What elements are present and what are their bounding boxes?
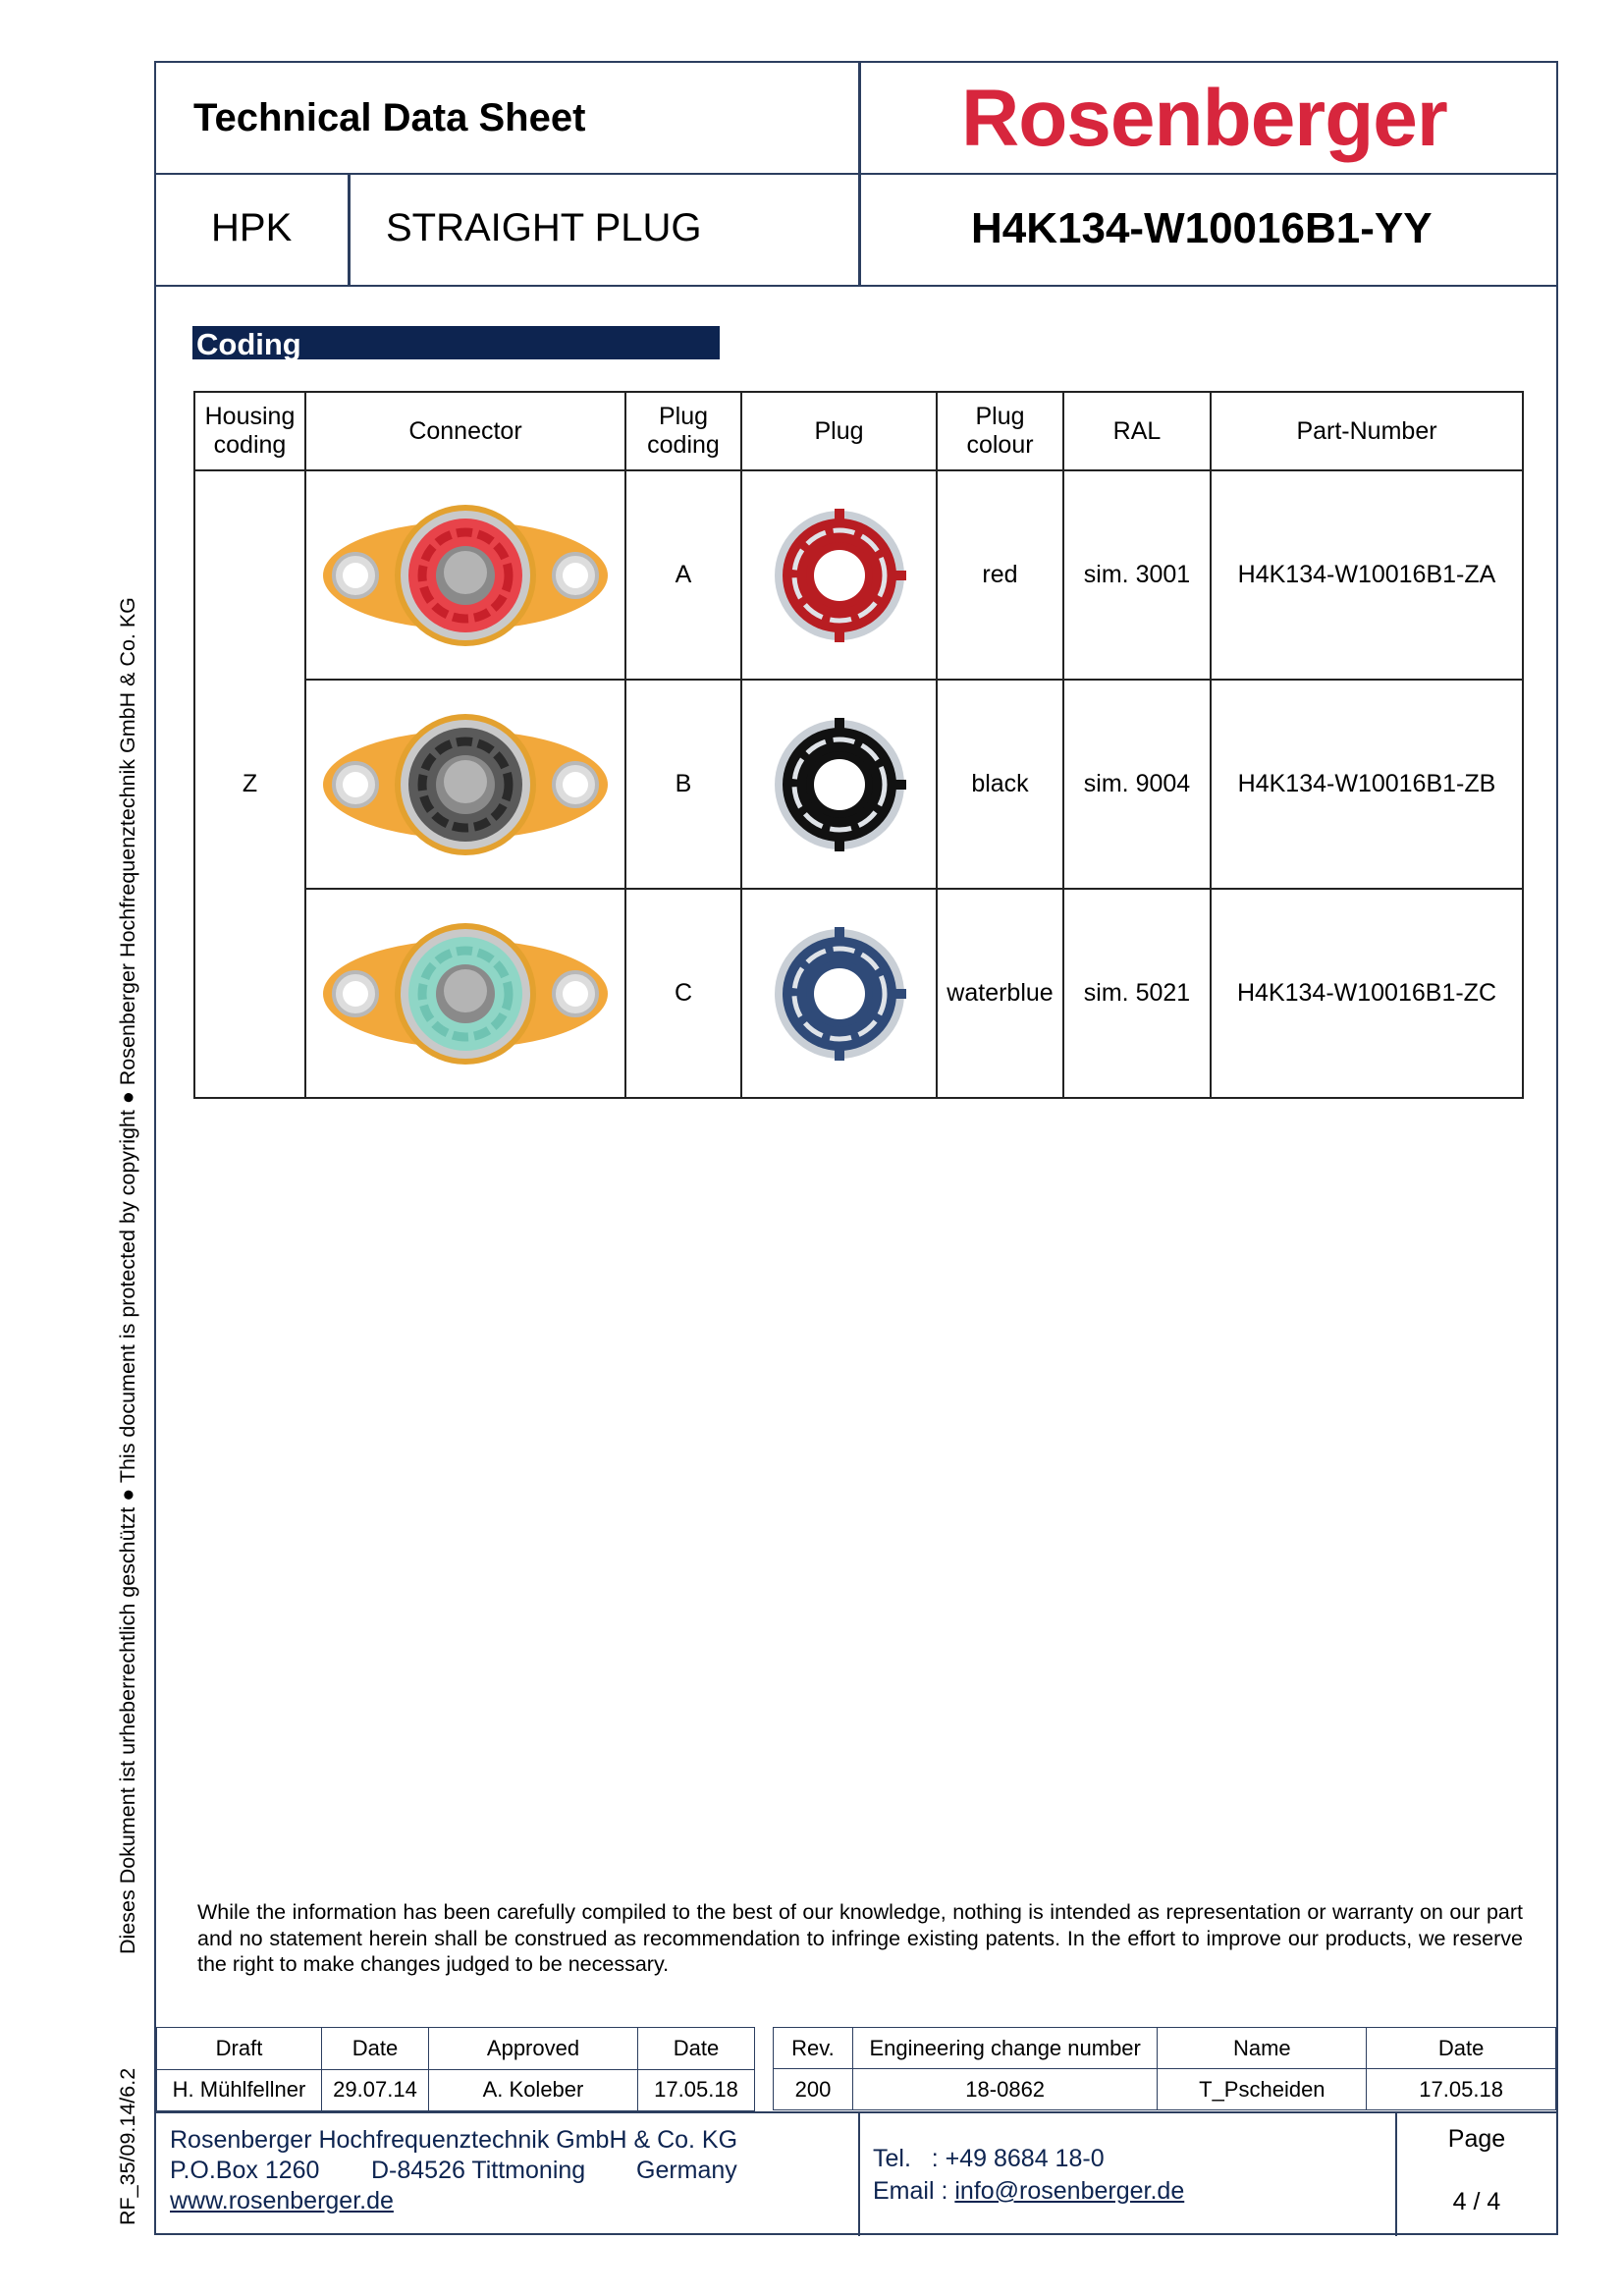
email-link[interactable]: info@rosenberger.de [954,2177,1185,2205]
col-housing-coding: Housing coding [194,392,305,470]
plug-colour-cell: black [937,680,1063,889]
copyright-notice: Dieses Dokument ist urheberrechtlich geschützt ● This document is protected by copyright ● Rosenberger Hochfrequenztechnik GmbH & Co. KG [116,597,139,1954]
date2-label: Date [638,2028,755,2070]
approval-table [156,2027,755,2111]
phone-line [873,2143,1184,2175]
plug-illustration [771,507,908,644]
plug-image [741,470,937,680]
rev-label: Rev. [774,2028,853,2069]
ecn-label: Engineering change number [852,2028,1158,2069]
section-title: Coding [196,327,301,361]
part-number-cell: H4K134-W10016B1-ZA [1211,470,1523,680]
section-header [192,326,720,359]
ral-cell: sim. 3001 [1063,470,1211,680]
plug-colour-cell: red [937,470,1063,680]
company-name: Rosenberger Hochfrequenztechnik GmbH & Co. KG [170,2126,738,2154]
plug-image [741,680,937,889]
col-ral: RAL [1063,392,1211,470]
col-connector: Connector [305,392,625,470]
housing-coding-cell: Z [194,470,305,1098]
page-number: 4 / 4 [1452,2188,1501,2215]
draft-name: H. Mühlfellner [157,2069,322,2111]
rev-value: 200 [774,2069,853,2110]
col-plug-colour: Plug colour [937,392,1063,470]
table-row [194,470,1523,680]
email-label: Email : [873,2177,955,2205]
header-row-top [156,63,1556,175]
col-plug: Plug [741,392,937,470]
connector-image [305,680,625,889]
plug-coding-cell: B [625,680,741,889]
website-link[interactable]: www.rosenberger.de [170,2187,394,2214]
document-title: Technical Data Sheet [193,96,586,139]
date-label: Date [322,2028,429,2070]
plug-colour-cell: waterblue [937,889,1063,1098]
plug-coding-cell: C [625,889,741,1098]
connector-illustration [318,492,613,659]
product-type: STRAIGHT PLUG [386,206,702,249]
header-row-bottom [156,175,1556,287]
connector-illustration [318,910,613,1077]
draft-label: Draft [157,2028,322,2070]
company-address [170,2125,737,2216]
connector-illustration [318,701,613,868]
footer-divider [858,2113,860,2236]
document-frame [154,61,1558,2235]
col-part-number: Part-Number [1211,392,1523,470]
approved-date: 17.05.18 [638,2069,755,2111]
email-line [873,2175,1184,2208]
tel-value: +49 8684 18-0 [945,2145,1105,2172]
page-label: Page [1447,2125,1506,2153]
address-line [170,2156,737,2186]
approved-name: A. Koleber [429,2069,638,2111]
plug-illustration [771,925,908,1063]
name-label: Name [1158,2028,1367,2069]
disclaimer-text: While the information has been carefully compiled to the best of our knowledge, nothing is intended as representation or warranty on our part and no statement herein shall be construed as recommendation to infringe existing patents. In the effort to improve our products, we reserve the right to make changes judged to be necessary. [197,1900,1523,1976]
plug-image [741,889,937,1098]
document-reference: RF_35/09.14/6.2 [116,2067,139,2225]
header-divider-small [348,175,351,285]
approved-label: Approved [429,2028,638,2070]
draft-date: 29.07.14 [322,2069,429,2111]
plug-coding-cell: A [625,470,741,680]
rev-date-value: 17.05.18 [1367,2069,1556,2110]
part-number-cell: H4K134-W10016B1-ZC [1211,889,1523,1098]
product-series: HPK [211,206,293,249]
connector-image [305,889,625,1098]
connector-image [305,470,625,680]
po-box: P.O.Box 1260 [170,2157,320,2184]
ral-cell: sim. 5021 [1063,889,1211,1098]
plug-illustration [771,716,908,853]
name-value: T_Pscheiden [1158,2069,1367,2110]
col-plug-coding: Plug coding [625,392,741,470]
part-number-cell: H4K134-W10016B1-ZB [1211,680,1523,889]
ral-cell: sim. 9004 [1063,680,1211,889]
contact-info [873,2143,1184,2208]
footer-bottom [156,2111,1556,2234]
date3-label: Date [1367,2028,1556,2069]
table-header-row [194,392,1523,470]
table-row [194,889,1523,1098]
country: Germany [636,2157,737,2184]
ecn-value: 18-0862 [852,2069,1158,2110]
revision-table [773,2027,1556,2110]
header-part-number: H4K134-W10016B1-YY [971,204,1433,252]
tel-label: Tel. : [873,2145,946,2172]
city: D-84526 Tittmoning [371,2157,586,2184]
company-logo: Rosenberger [961,74,1447,163]
table-row [194,680,1523,889]
coding-table [193,391,1524,1099]
